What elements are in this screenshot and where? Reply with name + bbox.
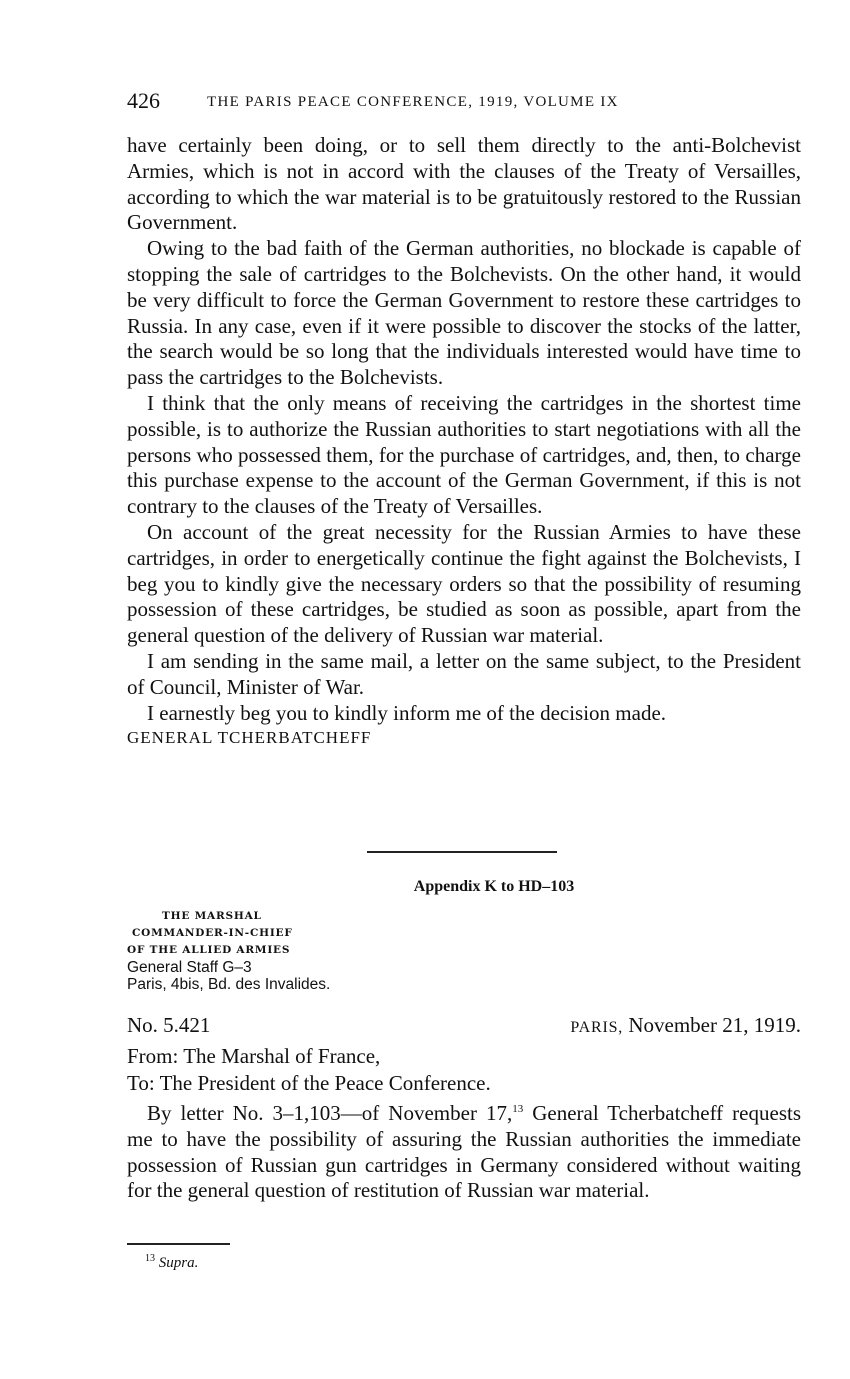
date-value: November 21, 1919. (628, 1013, 801, 1037)
letterhead-line: THE MARSHAL (162, 910, 262, 922)
appendix-body (127, 1101, 801, 1204)
running-header (127, 88, 801, 118)
paragraph: I think that the only means of receiving the cartridges in the shortest time possible, is to authorize the Russian authorities to start negotiations with all the persons who possessed them, for the purchase of cartridges, and, then, to charge this purchase expense to the account of the German Government, if this is not contrary to the clauses of the Treaty of Versailles. (127, 390, 801, 519)
paragraph: have certainly been doing, or to sell them directly to the anti-Bolchevist Armies, which is not in accord with the clauses of the Treaty of Versailles, according to which the war material is to be gratuitously restored to the Russian Government. (127, 133, 801, 235)
paragraph: On account of the great necessity for the Russian Armies to have these cartridges, in order to energetically continue the fight against the Bolchevists, I beg you to kindly give the necessary orders so that the possibility of resuming possession of these cartridges, be studied as soon as possible, apart from the general question of the delivery of Russian war material. (127, 519, 801, 648)
signature: GENERAL TCHERBATCHEFF (127, 728, 372, 748)
letterhead-line: COMMANDER-IN-CHIEF (132, 927, 293, 939)
appendix-title: Appendix K to HD–103 (413, 878, 575, 895)
running-title: THE PARIS PEACE CONFERENCE, 1919, VOLUME IX (207, 94, 619, 110)
paragraph: I earnestly beg you to kindly inform me of the decision made. (147, 700, 667, 725)
paragraph: Owing to the bad faith of the German authorities, no blockade is capable of stopping the sale of cartridges to the Bolchevists. On the other hand, it would be very difficult to force the German Government to restore these cartridges to Russia. In any case, even if it were possible to discover the stocks of the latter, the search would be so long that the individuals interested would have time to pass the cartridges to the Bolchevists. (127, 236, 801, 390)
footnote-divider (127, 1243, 230, 1245)
from-line: From: The Marshal of France, (127, 1044, 381, 1068)
paragraph: I am sending in the same mail, a letter on the same subject, to the President of Council, Minister of War. (127, 648, 801, 699)
footnote-text: Supra. (158, 1255, 199, 1271)
date-place: PARIS, (570, 1019, 624, 1036)
letter-continuation (127, 133, 801, 750)
letterhead (127, 908, 427, 993)
reference-number: No. 5.421 (127, 1013, 211, 1037)
section-divider (367, 851, 557, 853)
footnote-reference[interactable]: 13 (512, 1103, 524, 1115)
footnote-marker: 13 (145, 1253, 155, 1264)
letterhead-line: Paris, 4bis, Bd. des Invalides. (127, 976, 331, 993)
page-number: 426 (127, 88, 160, 113)
letterhead-line: General Staff G–3 (127, 959, 252, 976)
address-block (127, 1043, 801, 1097)
letter-date (570, 1013, 801, 1038)
to-line: To: The President of the Peace Conference. (127, 1071, 491, 1095)
reference-line (127, 1013, 801, 1041)
paragraph-text: By letter No. 3–1,103—of November 17, (147, 1101, 513, 1125)
letterhead-line: OF THE ALLIED ARMIES (127, 944, 291, 956)
paragraph (127, 1101, 801, 1204)
paragraph-text: General Tcherbatcheff requests me to have the possibility of assuring the Russian authorities the immediate possession of Russian gun cartridges in Germany considered without waiting for the general question of restitution of Russian war material. (127, 1101, 801, 1203)
footnote (145, 1255, 198, 1272)
